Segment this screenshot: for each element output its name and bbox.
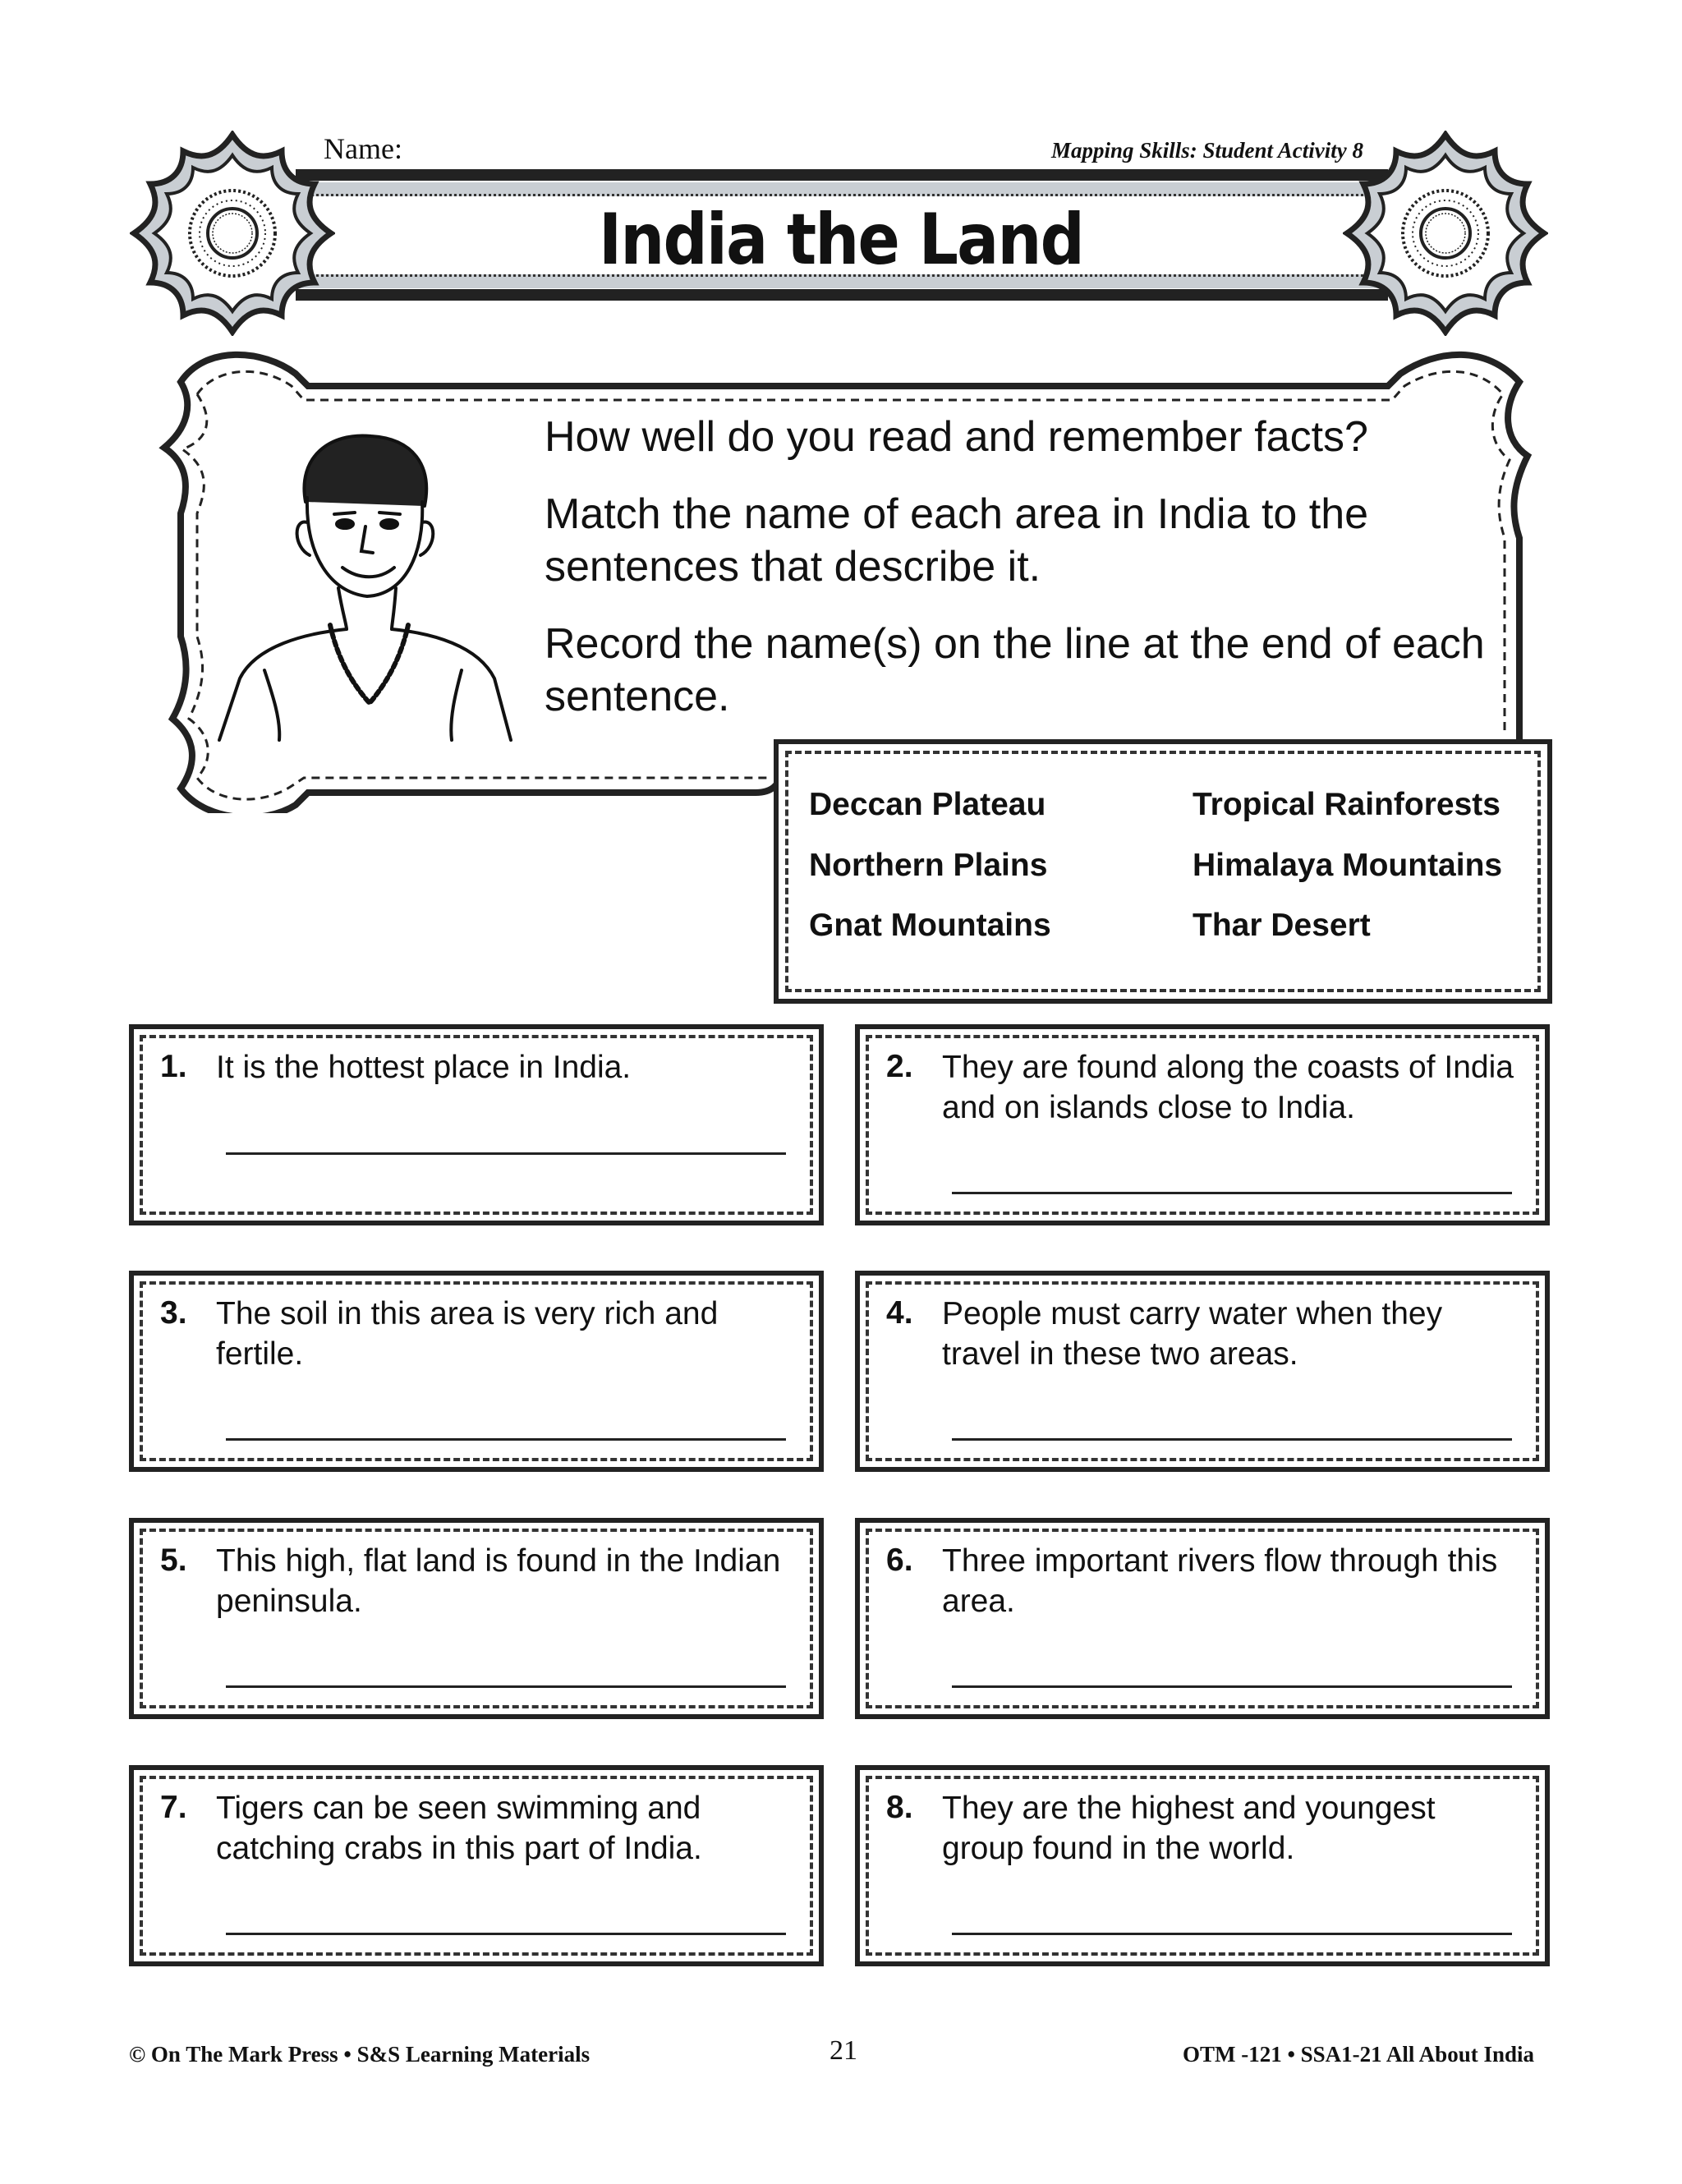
word-bank-item: Deccan Plateau [809, 787, 1046, 822]
page-title: India the Land [598, 199, 1084, 281]
question-number: 3. [160, 1295, 187, 1331]
question-box-3 [129, 1271, 824, 1472]
question-box-6 [855, 1518, 1550, 1719]
page-number: 21 [830, 2035, 857, 2066]
question-box-4 [855, 1271, 1550, 1472]
question-box-7 [129, 1765, 824, 1966]
intro-instruction-record: Record the name(s) on the line at the end of each sentence. [545, 620, 1485, 720]
boy-illustration [215, 424, 514, 744]
question-box-5 [129, 1518, 824, 1719]
question-text: It is the hottest place in India. [216, 1050, 632, 1085]
question-number: 6. [886, 1543, 913, 1578]
answer-line[interactable] [952, 1685, 1512, 1688]
intro-text-block [545, 411, 1530, 723]
answer-line[interactable] [952, 1438, 1512, 1441]
question-text: Three important rivers flow through this area. [942, 1543, 1498, 1619]
word-bank-item: Gnat Mountains [809, 908, 1051, 943]
footer-copyright: © On The Mark Press • S&S Learning Materials [129, 2042, 591, 2067]
question-number: 1. [160, 1049, 187, 1084]
question-text: They are the highest and youngest group found in the world. [942, 1791, 1436, 1866]
intro-instruction-match: Match the name of each area in India to the sentences that describe it. [545, 490, 1369, 591]
answer-line[interactable] [226, 1685, 786, 1688]
question-box-8 [855, 1765, 1550, 1966]
question-number: 7. [160, 1790, 187, 1825]
answer-line[interactable] [952, 1933, 1512, 1935]
question-text: The soil in this area is very rich and fertile. [216, 1296, 719, 1372]
name-label: Name: [324, 132, 402, 165]
question-box-2 [855, 1024, 1550, 1225]
question-number: 5. [160, 1543, 187, 1578]
question-text: This high, flat land is found in the Indian peninsula. [216, 1543, 781, 1619]
mandala-ornament-left-icon [130, 131, 335, 336]
question-number: 4. [886, 1295, 913, 1331]
question-box-1 [129, 1024, 824, 1225]
mandala-ornament-right-icon [1343, 131, 1548, 336]
question-number: 2. [886, 1049, 913, 1084]
word-bank-item: Himalaya Mountains [1193, 848, 1503, 883]
word-bank-item: Northern Plains [809, 848, 1048, 883]
question-number: 8. [886, 1790, 913, 1825]
question-text: They are found along the coasts of India and on islands close to India. [942, 1050, 1514, 1125]
answer-line[interactable] [952, 1192, 1512, 1194]
answer-line[interactable] [226, 1438, 786, 1441]
word-bank-item: Thar Desert [1193, 908, 1371, 943]
question-text: People must carry water when they travel in these two areas. [942, 1296, 1443, 1372]
footer-product-code: OTM -121 • SSA1-21 All About India [1182, 2042, 1534, 2067]
question-text: Tigers can be seen swimming and catching crabs in this part of India. [216, 1791, 702, 1866]
word-bank-item: Tropical Rainforests [1193, 787, 1500, 822]
intro-question: How well do you read and remember facts? [545, 413, 1368, 461]
answer-line[interactable] [226, 1152, 786, 1155]
activity-label: Mapping Skills: Student Activity 8 [1050, 138, 1363, 163]
answer-line[interactable] [226, 1933, 786, 1935]
word-bank [774, 739, 1552, 1004]
